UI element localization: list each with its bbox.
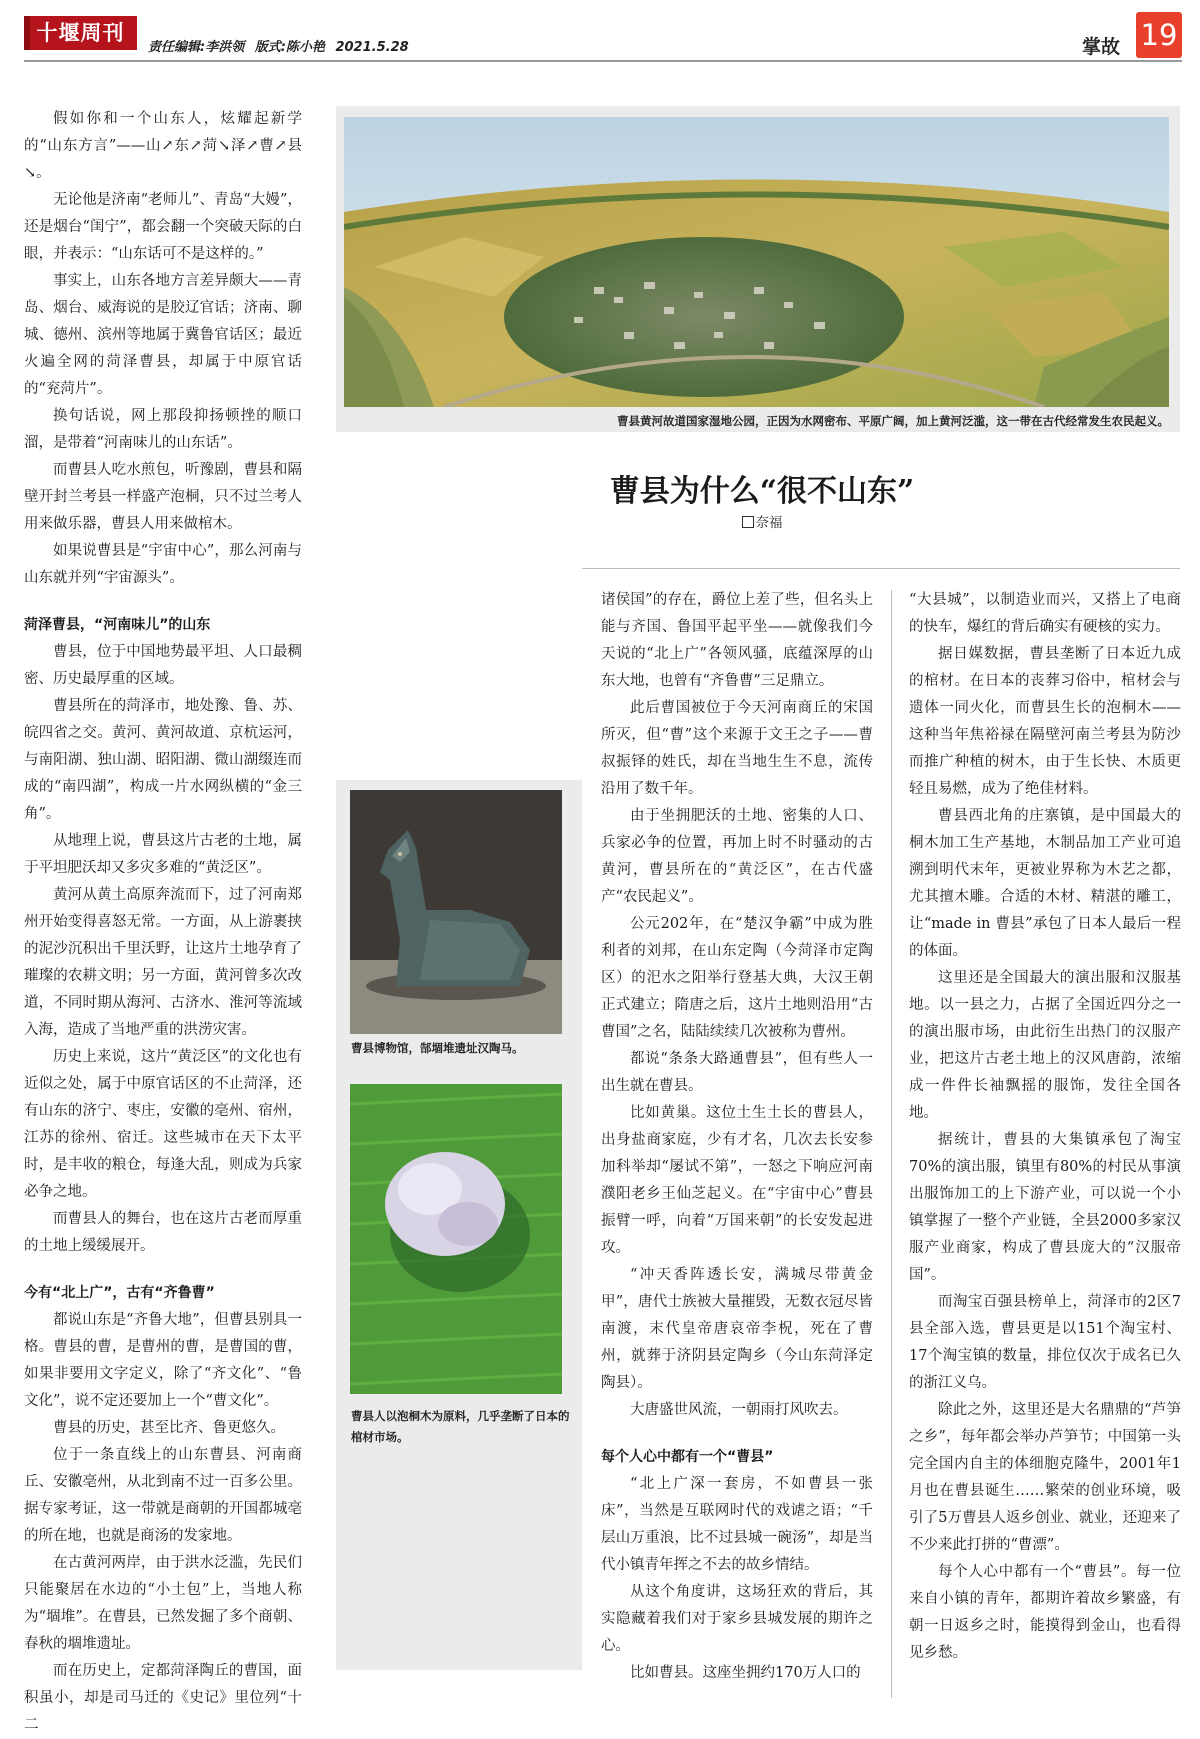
paragraph: 而在历史上，定都菏泽陶丘的曹国，面积虽小，却是司马迁的《史记》里位列“十二 <box>24 1663 302 1733</box>
paragraph: 无论他是济南“老师儿”、青岛“大嫚”，还是烟台“闺宁”，都会翻一个突破天际的白眼，并表示：“山东话可不是这样的。” <box>24 192 302 262</box>
paragraph: 大唐盛世风流，一朝雨打风吹去。 <box>630 1402 848 1418</box>
column-divider <box>891 590 892 1698</box>
editor-credit: 责任编辑:李洪领 <box>148 40 245 55</box>
paragraph: 如果说曹县是“宇宙中心”，那么河南与山东就并列“宇宙源头”。 <box>24 543 302 586</box>
paragraph: 比如曹县。这座坐拥约170万人口的 <box>630 1665 861 1681</box>
paragraph: 曹县所在的菏泽市，地处豫、鲁、苏、皖四省之交。黄河、黄河故道、京杭运河，与南阳湖、独山湖、昭阳湖、微山湖缀连而成的“南四湖”，构成一片水网纵横的“金三角”。 <box>24 698 302 822</box>
section-heading: 每个人心中都有一个“曹县” <box>601 1449 774 1465</box>
paragraph: 除此之外，这里还是大名鼎鼎的“芦笋之乡”，每年都会举办芦笋节；中国第一头完全国内自主的体细胞克隆牛，2001年1月也在曹县诞生……繁荣的创业环境，吸引了5万曹县人返乡创业、就业，还迎来了不少来此打拼的“曹漂”。 <box>909 1402 1181 1553</box>
page-number: 19 <box>1136 12 1182 58</box>
paragraph: 在古黄河两岸，由于洪水泛滥，先民们只能聚居在水边的“小土包”上，当地人称为“堌堆”。在曹县，已然发掘了多个商朝、春秋的堌堆遗址。 <box>24 1555 302 1652</box>
paragraph: 事实上，山东各地方言差异颇大——青岛、烟台、威海说的是胶辽官话；济南、聊城、德州、滨州等地属于冀鲁官话区；最近火遍全网的菏泽曹县，却属于中原官话的“兖菏片”。 <box>24 273 302 397</box>
paragraph: 从这个角度讲，这场狂欢的背后，其实隐藏着我们对于家乡县城发展的期许之心。 <box>601 1584 873 1654</box>
byline-box-icon <box>742 516 754 528</box>
section-name: 掌故 <box>1082 36 1121 58</box>
section-heading: 菏泽曹县，“河南味儿”的山东 <box>24 617 211 633</box>
article-column-1 <box>24 106 302 1739</box>
article-column-2 <box>601 587 873 1687</box>
paragraph: “北上广深一套房，不如曹县一张床”，当然是互联网时代的戏谑之语；“千层山万重浪，比不过县城一碗汤”，却是当代小镇青年挥之不去的故乡情结。 <box>601 1476 873 1573</box>
paragraph: 由于坐拥肥沃的土地、密集的人口、兵家必争的位置，再加上时不时骚动的古黄河，曹县所在的“黄泛区”，在古代盛产“农民起义”。 <box>601 808 873 905</box>
paragraph: 历史上来说，这片“黄泛区”的文化也有近似之处，属于中原官话区的不止菏泽，还有山东的济宁、枣庄，安徽的亳州、宿州，江苏的徐州、宿迁。这些城市在天下太平时，是丰收的粮仓，每逢大乱，则成为兵家必争之地。 <box>24 1049 302 1200</box>
paragraph: 曹县西北角的庄寨镇，是中国最大的桐木加工生产基地，木制品加工产业可追溯到明代末年，更被业界称为木艺之都，尤其擅木雕。合适的木材、精湛的雕工，让“made in 曹县”承包了日本人最后一程的体面。 <box>909 808 1181 959</box>
issue-date: 2021.5.28 <box>335 40 409 55</box>
editor-credits <box>148 36 415 55</box>
paragraph: 从地理上说，曹县这片古老的土地，属于平坦肥沃却又多灾多难的“黄泛区”。 <box>24 833 302 876</box>
paragraph: 比如黄巢。这位土生土长的曹县人，出身盐商家庭，少有才名，几次去长安参加科举却“屡试不第”，一怒之下响应河南濮阳老乡王仙芝起义。在“宇宙中心”曹县振臂一呼，向着“万国来朝”的长安发起进攻。 <box>601 1105 873 1256</box>
paragraph: 据统计，曹县的大集镇承包了淘宝70%的演出服，镇里有80%的村民从事演出服饰加工的上下游产业，可以说一个小镇掌握了一整个产业链，全县2000多家汉服产业商家，构成了曹县庞大的“汉服帝国”。 <box>909 1132 1181 1283</box>
paragraph: 黄河从黄土高原奔流而下，过了河南郑州开始变得喜怒无常。一方面，从上游裹挟的泥沙沉积出千里沃野，让这片土地孕育了璀璨的农耕文明；另一方面，黄河曾多次改道，不同时期从海河、古济水、淮河等流域入海，造成了当地严重的洪涝灾害。 <box>24 887 302 1038</box>
article-byline <box>340 511 1184 531</box>
column-top-rule <box>582 568 1180 569</box>
paragraph: “大县城”，以制造业而兴，又搭上了电商的快车，爆红的背后确实有硬核的实力。 <box>909 592 1181 635</box>
wetland-park-aerial-photo <box>344 117 1169 407</box>
paragraph: 假如你和一个山东人，炫耀起新学的“山东方言”——山↗东↗菏↘泽↗曹↗县↘。 <box>24 111 302 181</box>
paragraph: 诸侯国”的存在，爵位上差了些，但名头上能与齐国、鲁国平起平坐——就像我们今天说的“北上广”各领风骚，底蕴深厚的山东大地，也曾有“齐鲁曹”三足鼎立。 <box>601 592 873 689</box>
article-column-3 <box>909 587 1181 1667</box>
masthead-accent <box>24 16 30 50</box>
author-name: 奈福 <box>755 515 783 531</box>
paragraph: 这里还是全国最大的演出服和汉服基地。以一县之力，占据了全国近四分之一的演出服市场，由此衍生出热门的汉服产业，把这片古老土地上的汉风唐韵，浓缩成一件件长袖飘摇的服饰，发往全国各地。 <box>909 970 1181 1121</box>
paragraph: 都说山东是“齐鲁大地”，但曹县别具一格。曹县的曹，是曹州的曹，是曹国的曹，如果非要用文字定义，除了“齐文化”、“鲁文化”，说不定还要加上一个“曹文化”。 <box>24 1312 302 1409</box>
paragraph: 都说“条条大路通曹县”，但有些人一出生就在曹县。 <box>601 1051 873 1094</box>
paragraph: 公元202年，在“楚汉争霸”中成为胜利者的刘邦，在山东定陶（今菏泽市定陶区）的汜水之阳举行登基大典，大汉王朝正式建立；隋唐之后，这片土地则沿用“古曹国”之名，陆陆续续几次被称为曹州。 <box>601 916 873 1040</box>
paragraph: 此后曹国被位于今天河南商丘的宋国所灭，但“曹”这个来源于文王之子——曹叔振铎的姓氏，却在当地生生不息，流传沿用了数千年。 <box>601 700 873 797</box>
masthead: 十堰周刊 <box>24 16 137 50</box>
page-header <box>24 12 1182 58</box>
article-title: 曹县为什么“很不山东” <box>609 474 915 509</box>
main-photo-caption: 曹县黄河故道国家湿地公园，正因为水网密布、平原广阔，加上黄河泛滥，这一带在古代经常发生农民起义。 <box>617 414 1169 428</box>
paragraph: 曹县的历史，甚至比齐、鲁更悠久。 <box>53 1420 285 1436</box>
paragraph: 而曹县人吃水煎包，听豫剧，曹县和隔壁开封兰考县一样盛产泡桐，只不过兰考人用来做乐器，曹县人用来做棺木。 <box>24 462 302 532</box>
paragraph: “冲天香阵透长安，满城尽带黄金甲”，唐代士族被大量摧毁，无数衣冠尽皆南渡，末代皇帝唐哀帝李柷，死在了曹州，就葬于济阴县定陶乡（今山东菏泽定陶县）。 <box>601 1267 873 1391</box>
paragraph: 曹县，位于中国地势最平坦、人口最稠密、历史最厚重的区域。 <box>24 644 302 687</box>
section-heading: 今有“北上广”，古有“齐鲁曹” <box>24 1285 215 1301</box>
layout-credit: 版式:陈小艳 <box>254 40 325 55</box>
paragraph: 据日媒数据，曹县垄断了日本近九成的棺材。在日本的丧葬习俗中，棺材会与遗体一同火化，而曹县生长的泡桐木——这种当年焦裕禄在隔壁河南兰考县为防沙而推广种植的树木，由于生长快、木质更轻且易燃，成为了绝佳材料。 <box>909 646 1181 797</box>
paragraph: 位于一条直线上的山东曹县、河南商丘、安徽亳州，从北到南不过一百多公里。据专家考证，这一带就是商朝的开国都城亳的所在地，也就是商汤的发家地。 <box>24 1447 302 1544</box>
han-pottery-horse-photo <box>350 790 562 1034</box>
paragraph: 每个人心中都有一个“曹县”。每一位来自小镇的青年，都期许着故乡繁盛，有朝一日返乡之时，能摸得到金山，也看得见乡愁。 <box>909 1564 1181 1661</box>
header-rule <box>24 60 1182 62</box>
tree-photo-caption: 曹县人以泡桐木为原料，几乎垄断了日本的棺材市场。 <box>351 1409 570 1444</box>
paragraph: 换句话说，网上那段抑扬顿挫的顺口溜，是带着“河南味儿的山东话”。 <box>24 408 302 451</box>
paragraph: 而淘宝百强县榜单上，菏泽市的2区7县全部入选，曹县更是以151个淘宝村、17个淘宝镇的数量，排位仅次于成名已久的浙江义乌。 <box>909 1294 1181 1391</box>
horse-photo-caption: 曹县博物馆，郜堌堆遗址汉陶马。 <box>351 1041 524 1055</box>
paulownia-tree-photo <box>350 1084 562 1394</box>
paragraph: 而曹县人的舞台，也在这片古老而厚重的土地上缓缓展开。 <box>24 1211 302 1254</box>
